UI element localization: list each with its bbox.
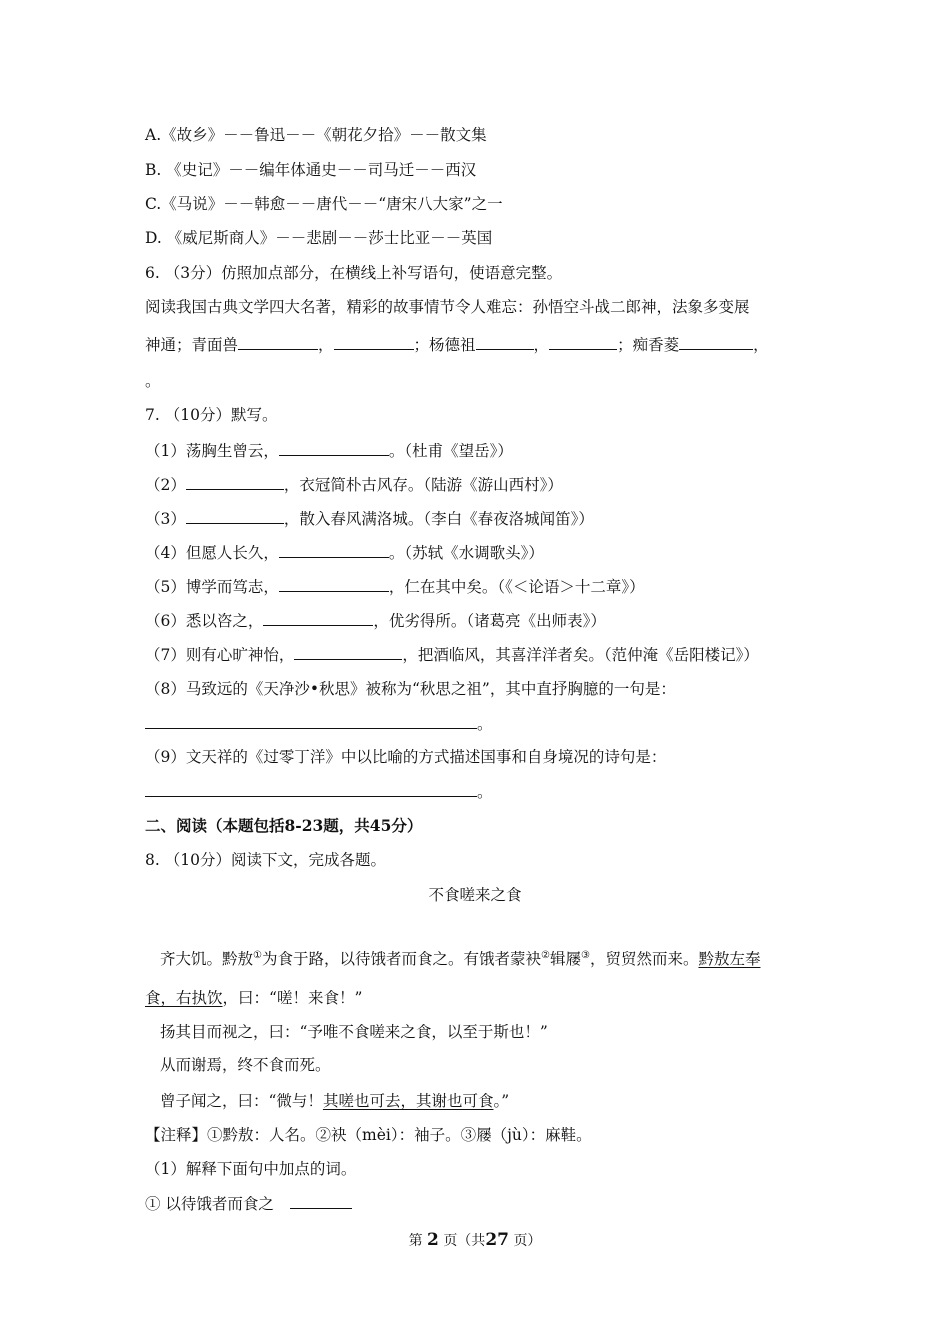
q7-item-3-b: ，散入春风满洛城。（李白《春夜洛城闻笛》） xyxy=(283,510,594,528)
q6-end: 。 xyxy=(145,372,161,390)
footer-text-c: 页） xyxy=(513,1233,542,1249)
q6-text-f: ， xyxy=(753,336,769,354)
passage-paragraph-3: 从而谢焉，终不食而死。 xyxy=(160,1056,331,1074)
q6-text-c: ；杨德祖 xyxy=(413,336,476,354)
q7-blank-2[interactable] xyxy=(186,473,284,490)
q7-item-8: （8）马致远的《天净沙•秋思》被称为“秋思之祖”，其中直抒胸臆的一句是： xyxy=(145,680,676,698)
q7-stem: 7. （10分）默写。 xyxy=(145,406,278,424)
q7-blank-6[interactable] xyxy=(263,609,373,626)
q7-item-4 xyxy=(145,541,544,564)
underlined-phrase-1a: 黔敖左奉 xyxy=(698,950,761,968)
q6-blank-5[interactable] xyxy=(679,333,753,350)
note-mark-2: ② xyxy=(541,949,550,961)
q7-answer-line-8[interactable] xyxy=(145,713,493,735)
option-a: A.《故乡》－－鲁迅－－《朝花夕拾》－－散文集 xyxy=(145,126,487,144)
q7-item-7-b: ，把酒临风，其喜洋洋者矣。（范仲淹《岳阳楼记》） xyxy=(402,646,759,664)
p1-text-c: 辑屦 xyxy=(549,950,581,968)
q7-blank-8[interactable] xyxy=(145,714,477,729)
annotation-notes: 【注释】①黔敖：人名。②袂（mèi）：袖子。③屦（jù）：麻鞋。 xyxy=(145,1126,592,1144)
p1-text-e: ，曰：“嗟！来食！” xyxy=(222,989,363,1007)
passage-paragraph-2: 扬其目而视之，曰：“予唯不食嗟来之食，以至于斯也！” xyxy=(160,1023,548,1041)
q7-blank-9[interactable] xyxy=(145,782,477,797)
sub-question-1-item-1 xyxy=(145,1192,352,1215)
q7-item-5-b: ，仁在其中矣。（《＜论语＞十二章》） xyxy=(388,578,645,596)
q7-item-2-a: （2） xyxy=(145,476,186,494)
p1-text-b: 为食于路，以待饿者而食之。有饿者蒙袂 xyxy=(261,950,541,968)
q7-item-3-a: （3） xyxy=(145,510,186,528)
sub-question-1-blank-1[interactable] xyxy=(290,1192,352,1209)
q7-item-2 xyxy=(145,473,563,496)
q6-line1: 阅读我国古典文学四大名著，精彩的故事情节令人难忘：孙悟空斗战二郎神，法象多变展 xyxy=(145,298,750,316)
q6-text-d: ， xyxy=(533,336,550,354)
q7-blank-1[interactable] xyxy=(279,439,389,456)
q7-blank-4[interactable] xyxy=(279,541,389,558)
passage-paragraph-4 xyxy=(160,1090,509,1112)
total-pages-number: 27 xyxy=(485,1230,509,1250)
passage-paragraph-1-cont xyxy=(145,987,362,1009)
passage-title: 不食嗟来之食 xyxy=(428,886,522,904)
q7-item-6 xyxy=(145,609,606,632)
q7-blank-3[interactable] xyxy=(186,507,284,524)
q6-line2 xyxy=(145,333,769,356)
sub-question-1: （1）解释下面句中加点的词。 xyxy=(145,1160,357,1178)
q7-item-1-a: （1）荡胸生曾云， xyxy=(145,442,279,460)
footer-text-b: 页（共 xyxy=(443,1233,486,1249)
q8-stem: 8. （10分）阅读下文，完成各题。 xyxy=(145,851,386,869)
current-page-number: 2 xyxy=(427,1230,439,1250)
q6-text-b: ， xyxy=(318,336,334,354)
q7-item-4-b: 。（苏轼《水调歌头》） xyxy=(388,544,544,562)
p1-text-d: ，贸贸然而来。 xyxy=(589,950,699,968)
q6-blank-2[interactable] xyxy=(334,333,414,350)
p4-text-b: 。” xyxy=(493,1092,510,1110)
p1-text-a: 齐大饥。黔敖 xyxy=(160,950,254,968)
q6-text-e: ；痴香菱 xyxy=(617,336,680,354)
q7-item-3 xyxy=(145,507,594,530)
q7-item-1-b: 。（杜甫《望岳》） xyxy=(388,442,513,460)
q7-blank-7[interactable] xyxy=(294,643,402,660)
q7-answer-line-9[interactable] xyxy=(145,781,493,803)
q7-item-6-a: （6）悉以咨之， xyxy=(145,612,264,630)
q6-stem: 6. （3分）仿照加点部分，在横线上补写语句，使语意完整。 xyxy=(145,264,563,282)
q7-period-9: 。 xyxy=(477,783,493,801)
q7-item-6-b: ，优劣得所。（诸葛亮《出师表》） xyxy=(373,612,606,630)
note-mark-1: ① xyxy=(253,949,262,961)
q6-blank-3[interactable] xyxy=(476,333,534,350)
note-mark-3: ③ xyxy=(580,949,590,961)
q6-blank-1[interactable] xyxy=(238,333,318,350)
option-c: C.《马说》－－韩愈－－唐代－－“唐宋八大家”之一 xyxy=(145,195,503,213)
q7-period-8: 。 xyxy=(477,715,493,733)
section-heading: 二、阅读（本题包括8-23题，共45分） xyxy=(145,816,423,835)
q7-item-5 xyxy=(145,575,645,598)
q7-item-1 xyxy=(145,439,513,462)
option-d: D. 《威尼斯商人》－－悲剧－－莎士比亚－－英国 xyxy=(145,229,493,247)
p4-text-a: 曾子闻之，曰：“微与！ xyxy=(160,1092,323,1110)
q6-blank-4[interactable] xyxy=(549,333,617,350)
page-footer xyxy=(0,1229,950,1252)
q7-blank-5[interactable] xyxy=(279,575,389,592)
q7-item-4-a: （4）但愿人长久， xyxy=(145,544,279,562)
q7-item-9: （9）文天祥的《过零丁洋》中以比喻的方式描述国事和自身境况的诗句是： xyxy=(145,748,667,766)
q7-item-7 xyxy=(145,643,759,666)
q7-item-7-a: （7）则有心旷神怡， xyxy=(145,646,295,664)
underlined-phrase-1b: 食，右执饮 xyxy=(145,989,223,1007)
q6-text-a: 神通；青面兽 xyxy=(145,336,239,354)
sub-question-1-item-1-text: ① 以待饿者而食之 xyxy=(145,1195,274,1213)
passage-paragraph-1 xyxy=(160,948,760,970)
q7-item-5-a: （5）博学而笃志， xyxy=(145,578,279,596)
footer-text-a: 第 xyxy=(408,1233,423,1249)
option-b: B. 《史记》－－编年体通史－－司马迁－－西汉 xyxy=(145,161,477,179)
underlined-phrase-2: 其嗟也可去，其谢也可食 xyxy=(322,1092,494,1110)
q7-item-2-b: ，衣冠简朴古风存。（陆游《游山西村》） xyxy=(283,476,563,494)
